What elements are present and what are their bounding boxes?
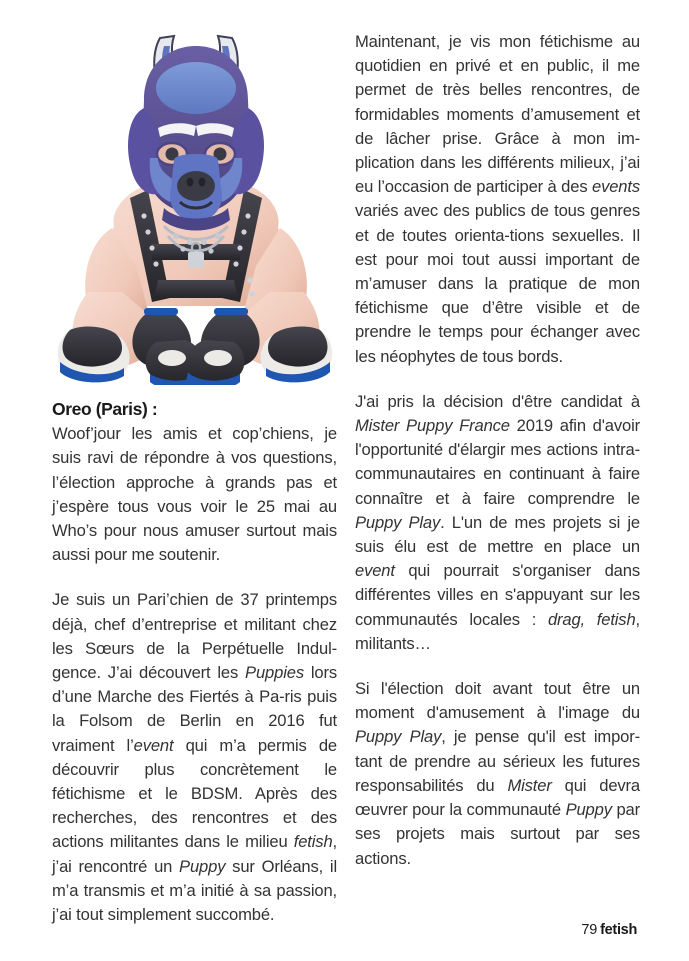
magazine-brand: fetish — [600, 922, 637, 938]
emphasis-text: Puppies — [245, 662, 304, 682]
emphasis-text: drag, fetish — [547, 609, 636, 629]
left-column-body — [52, 422, 337, 927]
body-text: J'ai pris la décision d'être candidat à — [355, 391, 640, 411]
para-bio — [52, 588, 337, 927]
body-text: sur Orléans, il m’a transmis et m’a initié à sa passion, j’ai tout simplement succombé. — [52, 856, 337, 924]
emphasis-text: Puppy Play — [355, 727, 442, 747]
right-column-body — [355, 30, 640, 871]
body-text: qui pourrait s'organiser dans différentes villes en s'appuyant sur les communautés locales : — [355, 561, 640, 629]
para-candidature — [355, 390, 640, 656]
body-text: Si l'élection doit avant tout être un moment d'amusement à l'image du — [355, 679, 640, 723]
emphasis-text: event — [355, 561, 395, 581]
body-text: Je suis un Pari’chien de 37 printemps déjà, chef d’entreprise et militant chez les Sœurs de la Perpétuelle Indul-gence. J’ai découvert les — [52, 590, 337, 682]
page-footer — [581, 922, 637, 938]
body-text: lors d’une Marche des Fiertés à Pa-ris puis la Folsom de Berlin en 2016 fut vraiment l’ — [52, 662, 337, 755]
body-text: . L'un de mes projets si je suis élu est de mettre en place un — [355, 512, 640, 557]
body-text: , militants… — [355, 609, 641, 653]
body-text: , je pense qu'il est impor-tant de prendre au sérieux les futures responsabilités du — [355, 727, 640, 795]
body-text: qui devra œuvrer pour la communauté — [355, 775, 641, 820]
emphasis-text: event — [133, 735, 174, 755]
body-text: qui m’a permis de découvrir plus concrètement le fétichisme et le BDSM. Après des recherches, des rencontres et des actions militantes dans le milieu — [52, 735, 337, 852]
body-text: Maintenant, je vis mon fétichisme au quotidien en privé et en public, il me permet de très belles rencontres, de formidables moments d’amusement et de lâcher prise. Grâce à mon im-plication dans les différents milieux, j’ai eu l’occasion de participer à des — [355, 32, 640, 197]
page-number: 79 — [581, 922, 598, 938]
body-text: 2019 afin d'avoir l'opportunité d'élargir mes actions intra-communautaires en continuant à faire connaître et à faire comprendre le — [355, 416, 640, 508]
subject-heading: Oreo (Paris) : — [52, 399, 158, 419]
body-text: variés avec des publics de tous genres et de toutes orienta-tions sexuelles. Il est pour moi tout aussi important de m’amuser dans la pratique de mon fétichisme que d’être visible et de prendre le temps pour échanger avec les néophytes de tous bords. — [355, 201, 640, 366]
emphasis-text: Mister — [507, 775, 552, 795]
left-column — [52, 30, 337, 927]
emphasis-text: Puppy — [179, 856, 226, 876]
emphasis-text: fetish — [293, 832, 333, 852]
emphasis-text: Puppy — [565, 800, 612, 820]
para-quotidien — [355, 30, 640, 369]
body-text: par ses projets mais surtout par ses actions. — [355, 800, 640, 868]
body-text: Woof’jour les amis et cop’chiens, je suis ravi de répondre à vos questions, l’élection approche à grands pas et j’espère tous vous voir le 25 mai au Who’s pour nous amuser surtout mais aussi pour me soutenir. — [52, 424, 337, 565]
body-text: , j’ai rencontré un — [52, 832, 337, 876]
puppy-hood-portrait-photo — [52, 30, 337, 385]
para-intro — [52, 422, 337, 567]
emphasis-text: Mister Puppy France — [355, 416, 510, 436]
para-conclusion — [355, 677, 640, 871]
emphasis-text: Puppy Play — [355, 512, 441, 532]
emphasis-text: events — [592, 177, 640, 197]
right-column — [355, 30, 640, 871]
